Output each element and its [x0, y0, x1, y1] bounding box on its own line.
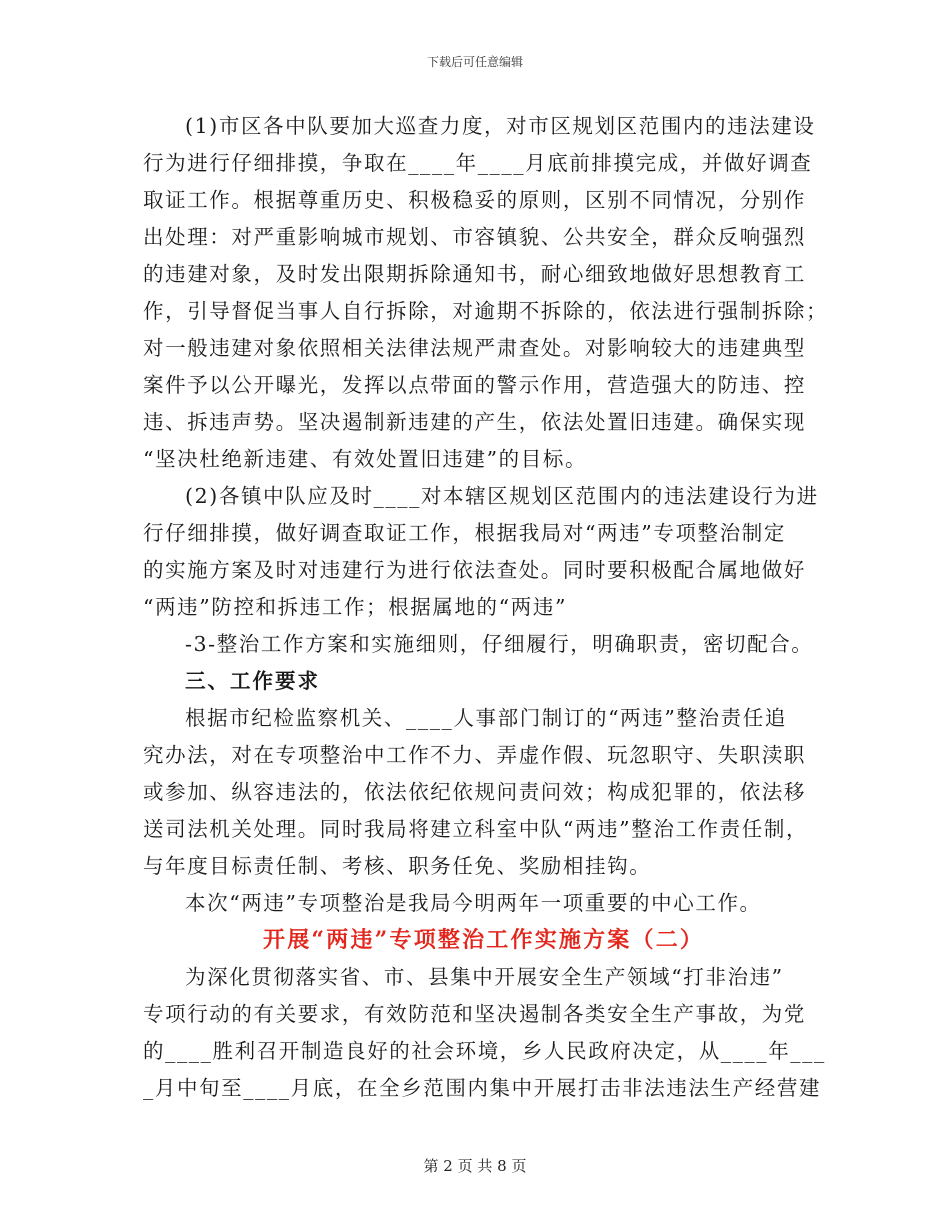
section-heading: 三、工作要求: [185, 669, 320, 693]
document-body: [143, 108, 829, 1107]
text-line: 违、拆违声势。坚决遏制新违建的产生，依法处置旧违建。确保实现: [143, 410, 806, 434]
text-line: -3-整治工作方案和实施细则，仔细履行，明确职责，密切配合。: [185, 632, 814, 656]
text-line: _月中旬至____月底，在全乡范围内集中开展打击非法违法生产经营建: [143, 1076, 822, 1100]
text-line: 的实施方案及时对违建行为进行依法查处。同时要积极配合属地做好: [143, 558, 806, 582]
text-line: 案件予以公开曝光，发挥以点带面的警示作用，营造强大的防违、控: [143, 373, 806, 397]
text-line: “坚决杜绝新违建、有效处置旧违建”的目标。: [143, 447, 588, 471]
text-line: 本次“两违”专项整治是我局今明两年一项重要的中心工作。: [185, 891, 762, 915]
document-title: 开展“两违”专项整治工作实施方案（二）: [263, 927, 705, 953]
text-line: 为深化贯彻落实省、市、县集中开展安全生产领域“打非治违”: [185, 965, 784, 989]
text-line: 专项行动的有关要求，有效防范和坚决遏制各类安全生产事故，为党: [143, 1002, 806, 1026]
text-line: 送司法机关处理。同时我局将建立科室中队“两违”整治工作责任制，: [143, 817, 809, 841]
text-line: “两违”防控和拆违工作；根据属地的“两违”: [143, 595, 568, 619]
page-header: 下载后可任意编辑: [426, 55, 523, 69]
text-line: 与年度目标责任制、考核、职务任免、奖励相挂钩。: [143, 854, 652, 878]
text-line: 对一般违建对象依照相关法律法规严肃查处。对影响较大的违建典型: [143, 336, 806, 360]
text-line: (2)各镇中队应及时____对本辖区规划区范围内的违法建设行为进: [185, 484, 819, 508]
text-line: 或参加、纵容违法的，依法依纪依规问责问效；构成犯罪的，依法移: [143, 780, 806, 804]
text-line: 根据市纪检监察机关、____人事部门制订的“两违”整治责任追: [185, 706, 787, 730]
text-line: 行仔细排摸，做好调查取证工作，根据我局对“两违”专项整治制定: [143, 521, 786, 545]
text-line: 行为进行仔细排摸，争取在____年____月底前排摸完成，并做好调查: [143, 151, 813, 175]
text-line: 作，引导督促当事人自行拆除，对逾期不拆除的，依法进行强制拆除；: [143, 299, 829, 323]
page-footer: 第 2 页 共 8 页: [423, 1157, 527, 1175]
text-line: 出处理：对严重影响城市规划、市容镇貌、公共安全，群众反响强烈: [143, 225, 806, 249]
text-line: 的违建对象，及时发出限期拆除通知书，耐心细致地做好思想教育工: [143, 262, 806, 286]
text-line: 究办法，对在专项整治中工作不力、弄虚作假、玩忽职守、失职渎职: [143, 743, 806, 767]
text-line: (1)市区各中队要加大巡查力度，对市区规划区范围内的违法建设: [185, 114, 816, 138]
text-line: 的____胜利召开制造良好的社会环境，乡人民政府决定，从____年___: [143, 1039, 826, 1063]
text-line: 取证工作。根据尊重历史、积极稳妥的原则，区别不同情况，分别作: [143, 188, 806, 212]
